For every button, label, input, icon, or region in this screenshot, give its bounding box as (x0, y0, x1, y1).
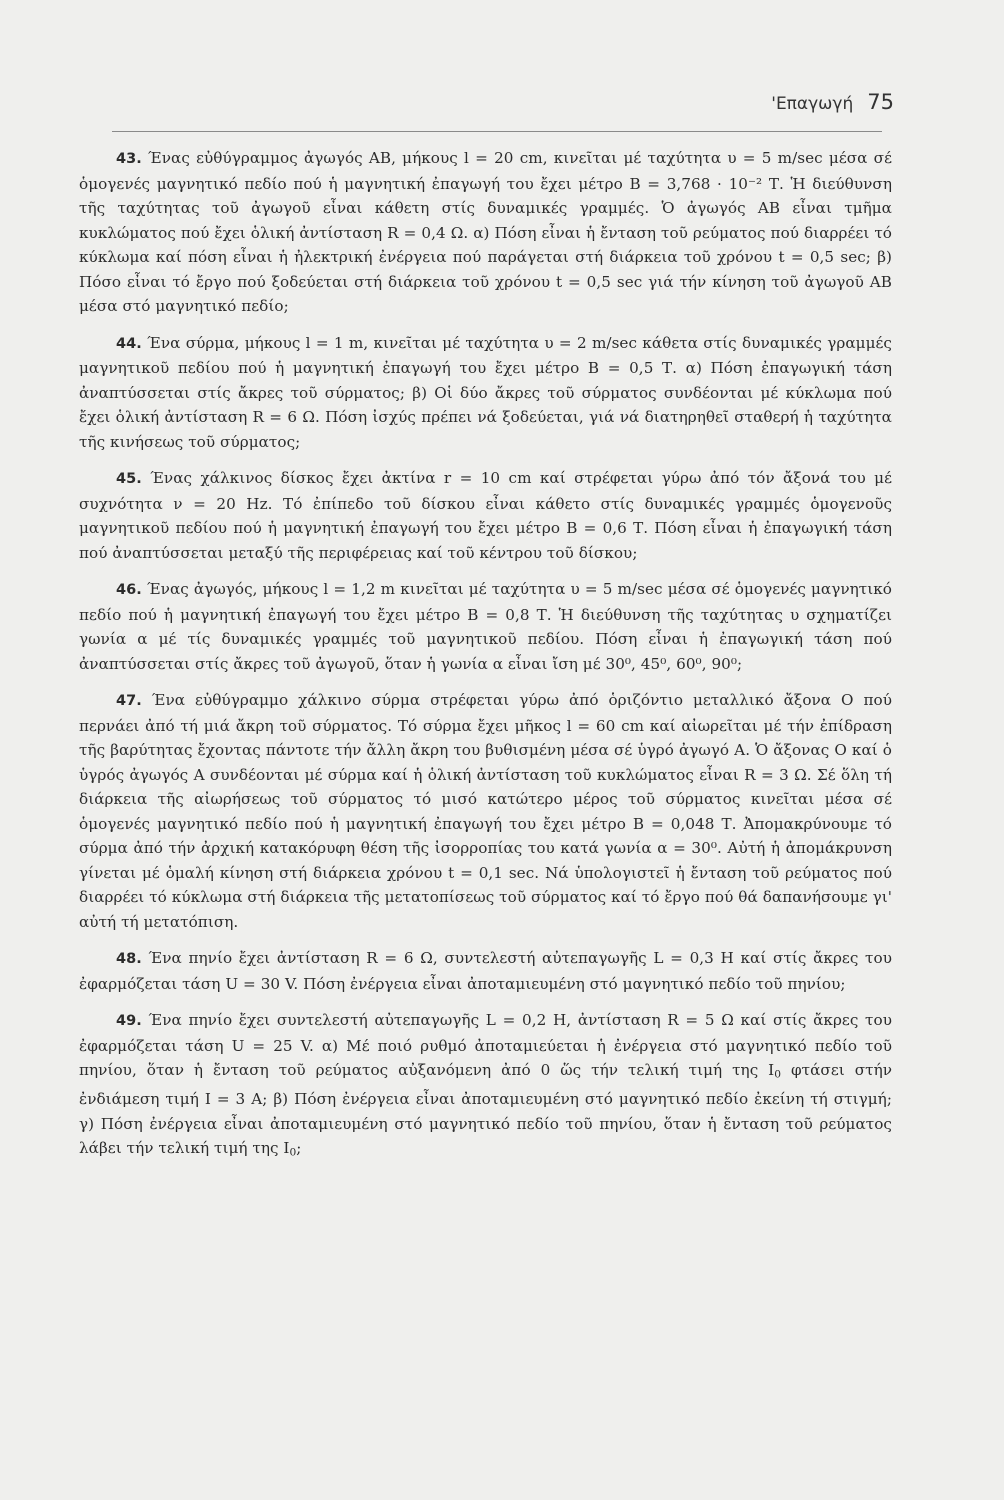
problem-48 (79, 946, 892, 996)
header-rule (112, 131, 882, 132)
problem-49 (79, 1008, 892, 1165)
problem-number: 49. (116, 1013, 142, 1029)
page-number: 75 (867, 90, 894, 114)
running-header (771, 90, 894, 114)
problem-number: 46. (116, 582, 142, 598)
problem-number: 45. (116, 471, 142, 487)
problem-text: Ένας ἀγωγός, μήκους l = 1,2 m κινεῖται μέ ταχύτητα υ = 5 m/sec μέσα σέ ὁμογενές μαγνητικό πεδίο πού ἡ μαγνητική ἐπαγωγή του ἔχει μέτρο Β = 0,8 Τ. Ἡ διεύθυνση τῆς ταχύτητας υ σχηματίζει γωνία α μέ τίς δυναμικές γραμμές τοῦ μαγνητικοῦ πεδίου. Πόση εἶναι ἡ ἐπαγωγική τάση πού ἀναπτύσσεται στίς ἄκρες τοῦ ἀγωγοῦ, ὅταν ἡ γωνία α εἶναι ἴση μέ 30⁰, 45⁰, 60⁰, 90⁰; (79, 580, 892, 673)
problem-text: Ένας χάλκινος δίσκος ἔχει ἀκτίνα r = 10 cm καί στρέφεται γύρω ἀπό τόν ἄξονά του μέ συχνότητα ν = 20 Hz. Τό ἐπίπεδο τοῦ δίσκου εἶναι κάθετο στίς δυναμικές γραμμές ὁμογενοῦς μαγνητικοῦ πεδίου πού ἡ μαγνητική ἐπαγωγή του ἔχει μέτρο Β = 0,6 Τ. Πόση εἶναι ἡ ἐπαγωγική τάση πού ἀναπτύσσεται μεταξύ τῆς περιφέρειας καί τοῦ κέντρου τοῦ δίσκου; (79, 469, 892, 562)
problem-text-cont: φτάσει στήν ἐνδιάμεση τιμή I = 3 Α; β) Πόση ἐνέργεια εἶναι ἀποταμιευμένη στό μαγνητικό πεδίο ἐκείνη τή στιγμή; γ) Πόση ἐνέργεια εἶναι ἀποταμιευμένη στό μαγνητικό πεδίο τοῦ πηνίου, ὅταν ἡ ἔνταση τοῦ ρεύματος λάβει τήν τελική τιμή της I (79, 1061, 893, 1158)
problems-list (79, 146, 892, 1177)
problem-text-end: ; (296, 1139, 302, 1158)
problem-number: 48. (116, 951, 142, 967)
problem-43 (79, 146, 892, 319)
problem-47 (79, 688, 892, 934)
problem-text: Ένα πηνίο ἔχει συντελεστή αὐτεπαγωγῆς L = 0,2 Η, ἀντίσταση R = 5 Ω καί στίς ἄκρες του ἐφαρμόζεται τάση U = 25 V. α) Μέ ποιό ρυθμό ἀποταμιεύεται ἡ ἐνέργεια στό μαγνητικό πεδίο τοῦ πηνίου, ὅταν ἡ ἔνταση τοῦ ρεύματος αὐξανόμενη ἀπό 0 ὥς τήν τελική τιμή της I (79, 1011, 892, 1079)
problem-text: Ένα πηνίο ἔχει ἀντίσταση R = 6 Ω, συντελεστή αὐτεπαγωγῆς L = 0,3 Η καί στίς ἄκρες του ἐφαρμόζεται τάση U = 30 V. Πόση ἐνέργεια εἶναι ἀποταμιευμένη στό μαγνητικό πεδίο τοῦ πηνίου; (79, 949, 892, 993)
problem-number: 44. (116, 335, 142, 352)
subscript: 0 (774, 1067, 782, 1081)
problem-text: Ένας εὐθύγραμμος ἀγωγός ΑΒ, μήκους l = 20 cm, κινεῖται μέ ταχύτητα υ = 5 m/sec μέσα σέ ὁμογενές μαγνητικό πεδίο πού ἡ μαγνητική ἐπαγωγή του ἔχει μέτρο Β = 3,768 · 10⁻² Τ. Ἡ διεύθυνση τῆς ταχύτητας τοῦ ἀγωγοῦ εἶναι κάθετη στίς δυναμικές γραμμές. Ὁ ἀγωγός ΑΒ εἶναι τμῆμα κυκλώματος πού ἔχει ὁλική ἀντίσταση R = 0,4 Ω. α) Πόση εἶναι ἡ ἔνταση τοῦ ρεύματος πού διαρρέει τό κύκλωμα καί πόση εἶναι ἡ ἠλεκτρική ἐνέργεια πού παράγεται στή διάρκεια τοῦ χρόνου t = 0,5 sec; β) Πόσο εἶναι τό ἔργο πού ξοδεύεται στή διάρκεια τοῦ χρόνου t = 0,5 sec γιά τήν κίνηση τοῦ ἀγωγοῦ ΑΒ μέσα στό μαγνητικό πεδίο; (79, 149, 892, 315)
problem-text: Ένα σύρμα, μήκους l = 1 m, κινεῖται μέ ταχύτητα υ = 2 m/sec κάθετα στίς δυναμικές γραμμές μαγνητικοῦ πεδίου πού ἡ μαγνητική ἐπαγωγή του ἔχει μέτρο Β = 0,5 Τ. α) Πόση ἐπαγωγική τάση ἀναπτύσσεται στίς ἄκρες τοῦ σύρματος; β) Οἱ δύο ἄκρες τοῦ σύρματος συνδέονται μέ κύκλωμα πού ἔχει ὁλική ἀντίσταση R = 6 Ω. Πόση ἰσχύς πρέπει νά ξοδεύεται, γιά νά διατηρηθεῖ σταθερή ἡ ταχύτητα τῆς κινήσεως τοῦ σύρματος; (79, 333, 892, 451)
problem-number: 43. (116, 151, 142, 167)
chapter-title: 'Επαγωγή (771, 94, 854, 114)
problem-number: 47. (116, 693, 142, 709)
problem-44 (79, 331, 892, 455)
problem-45 (79, 466, 892, 565)
problem-46 (79, 577, 892, 676)
problem-text: Ένα εὐθύγραμμο χάλκινο σύρμα στρέφεται γύρω ἀπό ὁριζόντιο μεταλλικό ἄξονα Ο πού περνάει ἀπό τή μιά ἄκρη τοῦ σύρματος. Τό σύρμα ἔχει μῆκος l = 60 cm καί αἰωρεῖται μέ τήν ἐπίδραση τῆς βαρύτητας ἔχοντας πάντοτε τήν ἄλλη ἄκρη του βυθισμένη μέσα σέ ὑγρό ἀγωγό Α. Ὁ ἄξονας Ο καί ὁ ὑγρός ἀγωγός Α συνδέονται μέ σύρμα καί ἡ ὁλική ἀντίσταση τοῦ κυκλώματος εἶναι R = 3 Ω. Σέ ὅλη τή διάρκεια τῆς αἰωρήσεως τοῦ σύρματος τό μισό κατώτερο μέρος τοῦ σύρματος κινεῖται μέσα σέ ὁμογενές μαγνητικό πεδίο πού ἡ μαγνητική ἐπαγωγή του ἔχει μέτρο Β = 0,048 Τ. Ἀπομακρύνουμε τό σύρμα ἀπό τήν ἀρχική κατακόρυφη θέση τῆς ἰσορροπίας του κατά γωνία α = 30⁰. Αὐτή ἡ ἀπομάκρυνση γίνεται μέ ὁμαλή κίνηση στή διάρκεια χρόνου t = 0,1 sec. Νά ὑπολογιστεῖ ἡ ἔνταση τοῦ ρεύματος πού διαρρέει τό κύκλωμα στή διάρκεια τῆς μετατοπίσεως τοῦ σύρματος καί τό ἔργο πού θά δαπανήσουμε γι' αὐτή τή μετατόπιση. (79, 691, 892, 931)
subscript: 0 (289, 1145, 297, 1159)
